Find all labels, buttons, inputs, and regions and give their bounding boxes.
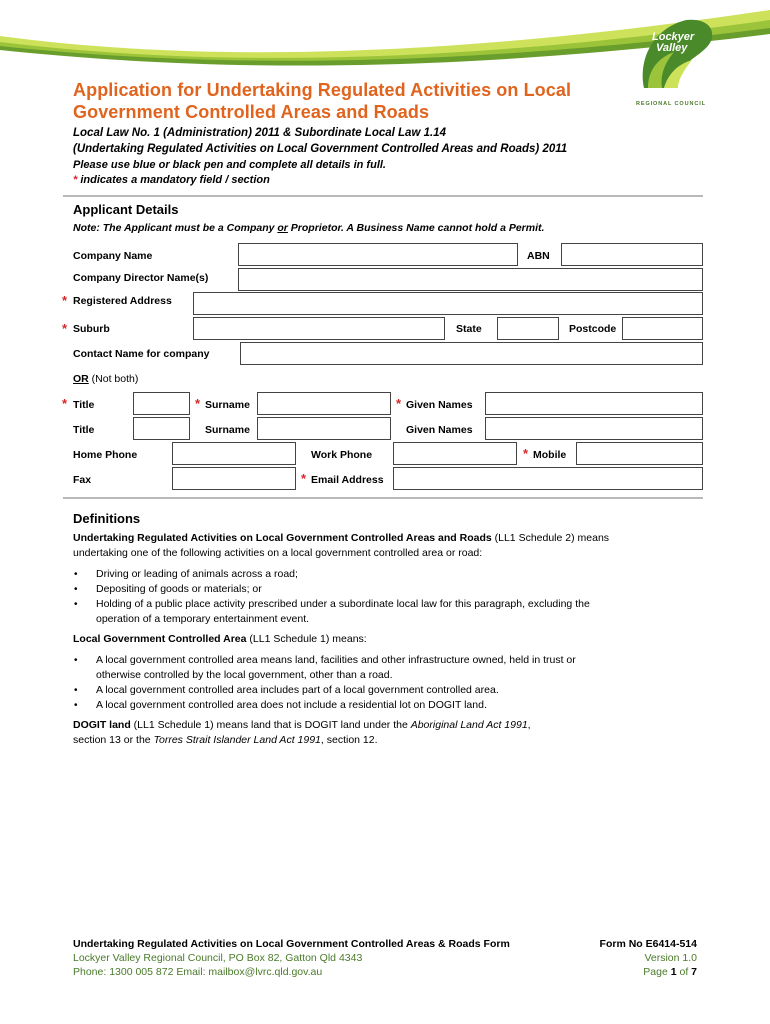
subtitle-subordinate-law: (Undertaking Regulated Activities on Local Government Controlled Areas and Roads) 2011 [73,143,568,155]
suburb-label: Suburb [73,323,110,335]
mandatory-star-title: * [62,396,68,411]
def1-bullet-3-cont: operation of a temporary entertainment event. [96,613,310,625]
def2-bullet-2: A local government controlled area includes part of a local government controlled area. [96,684,499,696]
def3-comma: , [527,719,531,731]
def3-line2 [73,733,378,748]
section-divider-2 [63,497,703,499]
page-title-line1: Application for Undertaking Regulated Activities on Local [73,80,572,100]
not-both-label: (Not both) [88,373,139,385]
footer-version: Version 1.0 [644,952,697,964]
applicant-note [73,222,544,234]
company-name-field[interactable] [238,243,518,266]
def2-term: Local Government Controlled Area [73,633,247,645]
state-field[interactable] [497,317,559,340]
definitions-heading: Definitions [73,511,141,526]
footer-contact: Phone: 1300 005 872 Email: mailbox@lvrc.qld.gov.au [73,966,323,978]
def2-bullet-3: A local government controlled area does not include a residential lot on DOGIT land. [96,699,487,711]
logo-text-valley: Valley [656,42,688,54]
instruction-text: Please use blue or black pen and complete all details in full. [73,159,386,171]
mobile-field[interactable] [576,442,703,465]
mandatory-star-suburb: * [62,321,68,336]
given-names-label-2: Given Names [406,424,473,436]
mandatory-star-mobile: * [523,446,529,461]
registered-address-label: Registered Address [73,295,172,307]
bullet: • [74,700,78,711]
home-phone-label: Home Phone [73,449,138,461]
email-label: Email Address [311,474,384,486]
page-title-line2: Government Controlled Areas and Roads [73,102,430,122]
company-director-label: Company Director Name(s) [73,272,209,284]
page-mid: of [676,966,692,978]
postcode-field[interactable] [622,317,703,340]
email-field[interactable] [393,467,703,490]
title-field-2[interactable] [133,417,190,440]
def1-line1 [73,531,609,546]
postcode-label: Postcode [569,323,617,335]
def3-act1: Aboriginal Land Act 1991 [410,719,528,731]
mandatory-star-email: * [301,471,307,486]
def1-bullet-1: Driving or leading of animals across a road; [96,568,298,580]
bullet: • [74,599,78,610]
given-names-label-1: Given Names [406,399,473,411]
footer-address: Lockyer Valley Regional Council, PO Box 82, Gatton Qld 4343 [73,952,363,964]
applicant-details-heading: Applicant Details [73,202,179,217]
page-number: 1 [670,966,677,978]
def3-act2: Torres Strait Islander Land Act 1991 [153,734,321,746]
def2-bullet-1-cont: otherwise controlled by the local government, other than a road. [96,669,393,681]
work-phone-label: Work Phone [311,449,373,461]
footer-page [643,966,697,978]
bullet: • [74,685,78,696]
or-label: OR [73,373,89,385]
mobile-label: Mobile [533,449,567,461]
work-phone-field[interactable] [393,442,517,465]
mandatory-star: * [73,174,78,186]
mandatory-star-address: * [62,293,68,308]
or-not-both [73,373,138,385]
title-field-1[interactable] [133,392,190,415]
fax-label: Fax [73,474,92,486]
given-names-field-2[interactable] [485,417,703,440]
surname-label-1: Surname [205,399,250,411]
lockyer-valley-logo [634,18,714,90]
fax-field[interactable] [172,467,296,490]
page-total: 7 [691,966,697,978]
title-label-1: Title [73,399,95,411]
page-pre: Page [643,966,671,978]
def3-rest: (LL1 Schedule 1) means land that is DOGIT land under the [130,719,411,731]
section-divider [63,195,703,197]
def1-bullet-3: Holding of a public place activity prescribed under a subordinate local law for this paragraph, excluding the [96,598,590,610]
title-label-2: Title [73,424,95,436]
abn-field[interactable] [561,243,703,266]
def2-line1 [73,632,367,647]
given-names-field-1[interactable] [485,392,703,415]
surname-field-1[interactable] [257,392,391,415]
def3-line1 [73,718,531,733]
def1-line2: undertaking one of the following activities on a local government controlled area or road: [73,547,483,559]
def3-line2-pre: section 13 or the [73,734,154,746]
logo-council-text: REGIONAL COUNCIL [636,101,706,107]
mandatory-legend-text: indicates a mandatory field / section [77,174,270,186]
def3-line2-post: , section 12. [320,734,378,746]
note-or: or [277,222,288,234]
def2-rest: (LL1 Schedule 1) means: [246,633,367,645]
def2-bullet-1: A local government controlled area means land, facilities and other infrastructure owned, held in trust or [96,654,576,666]
mandatory-legend [73,174,270,186]
bullet: • [74,569,78,580]
suburb-field[interactable] [193,317,445,340]
company-name-label: Company Name [73,250,153,262]
def1-rest: (LL1 Schedule 2) means [491,532,610,544]
mandatory-star-given: * [396,396,402,411]
def1-bullet-2: Depositing of goods or materials; or [96,583,262,595]
note-text-post: Proprietor. A Business Name cannot hold a Permit. [287,222,545,234]
company-director-field[interactable] [238,268,703,291]
surname-label-2: Surname [205,424,250,436]
surname-field-2[interactable] [257,417,391,440]
def1-term: Undertaking Regulated Activities on Local Government Controlled Areas and Roads [73,532,492,544]
footer-form-no: Form No E6414-514 [599,938,697,950]
bullet: • [74,655,78,666]
mandatory-star-surname: * [195,396,201,411]
note-text-pre: Note: The Applicant must be a Company [73,222,278,234]
def3-term: DOGIT land [73,719,131,731]
abn-label: ABN [527,250,550,262]
state-label: State [456,323,482,335]
contact-name-label: Contact Name for company [73,348,210,360]
registered-address-field[interactable] [193,292,703,315]
home-phone-field[interactable] [172,442,296,465]
subtitle-local-law: Local Law No. 1 (Administration) 2011 & Subordinate Local Law 1.14 [73,127,446,139]
footer-form-title: Undertaking Regulated Activities on Local Government Controlled Areas & Roads Form [73,938,510,950]
contact-name-field[interactable] [240,342,703,365]
logo-text-lockyer: Lockyer [652,31,695,43]
bullet: • [74,584,78,595]
